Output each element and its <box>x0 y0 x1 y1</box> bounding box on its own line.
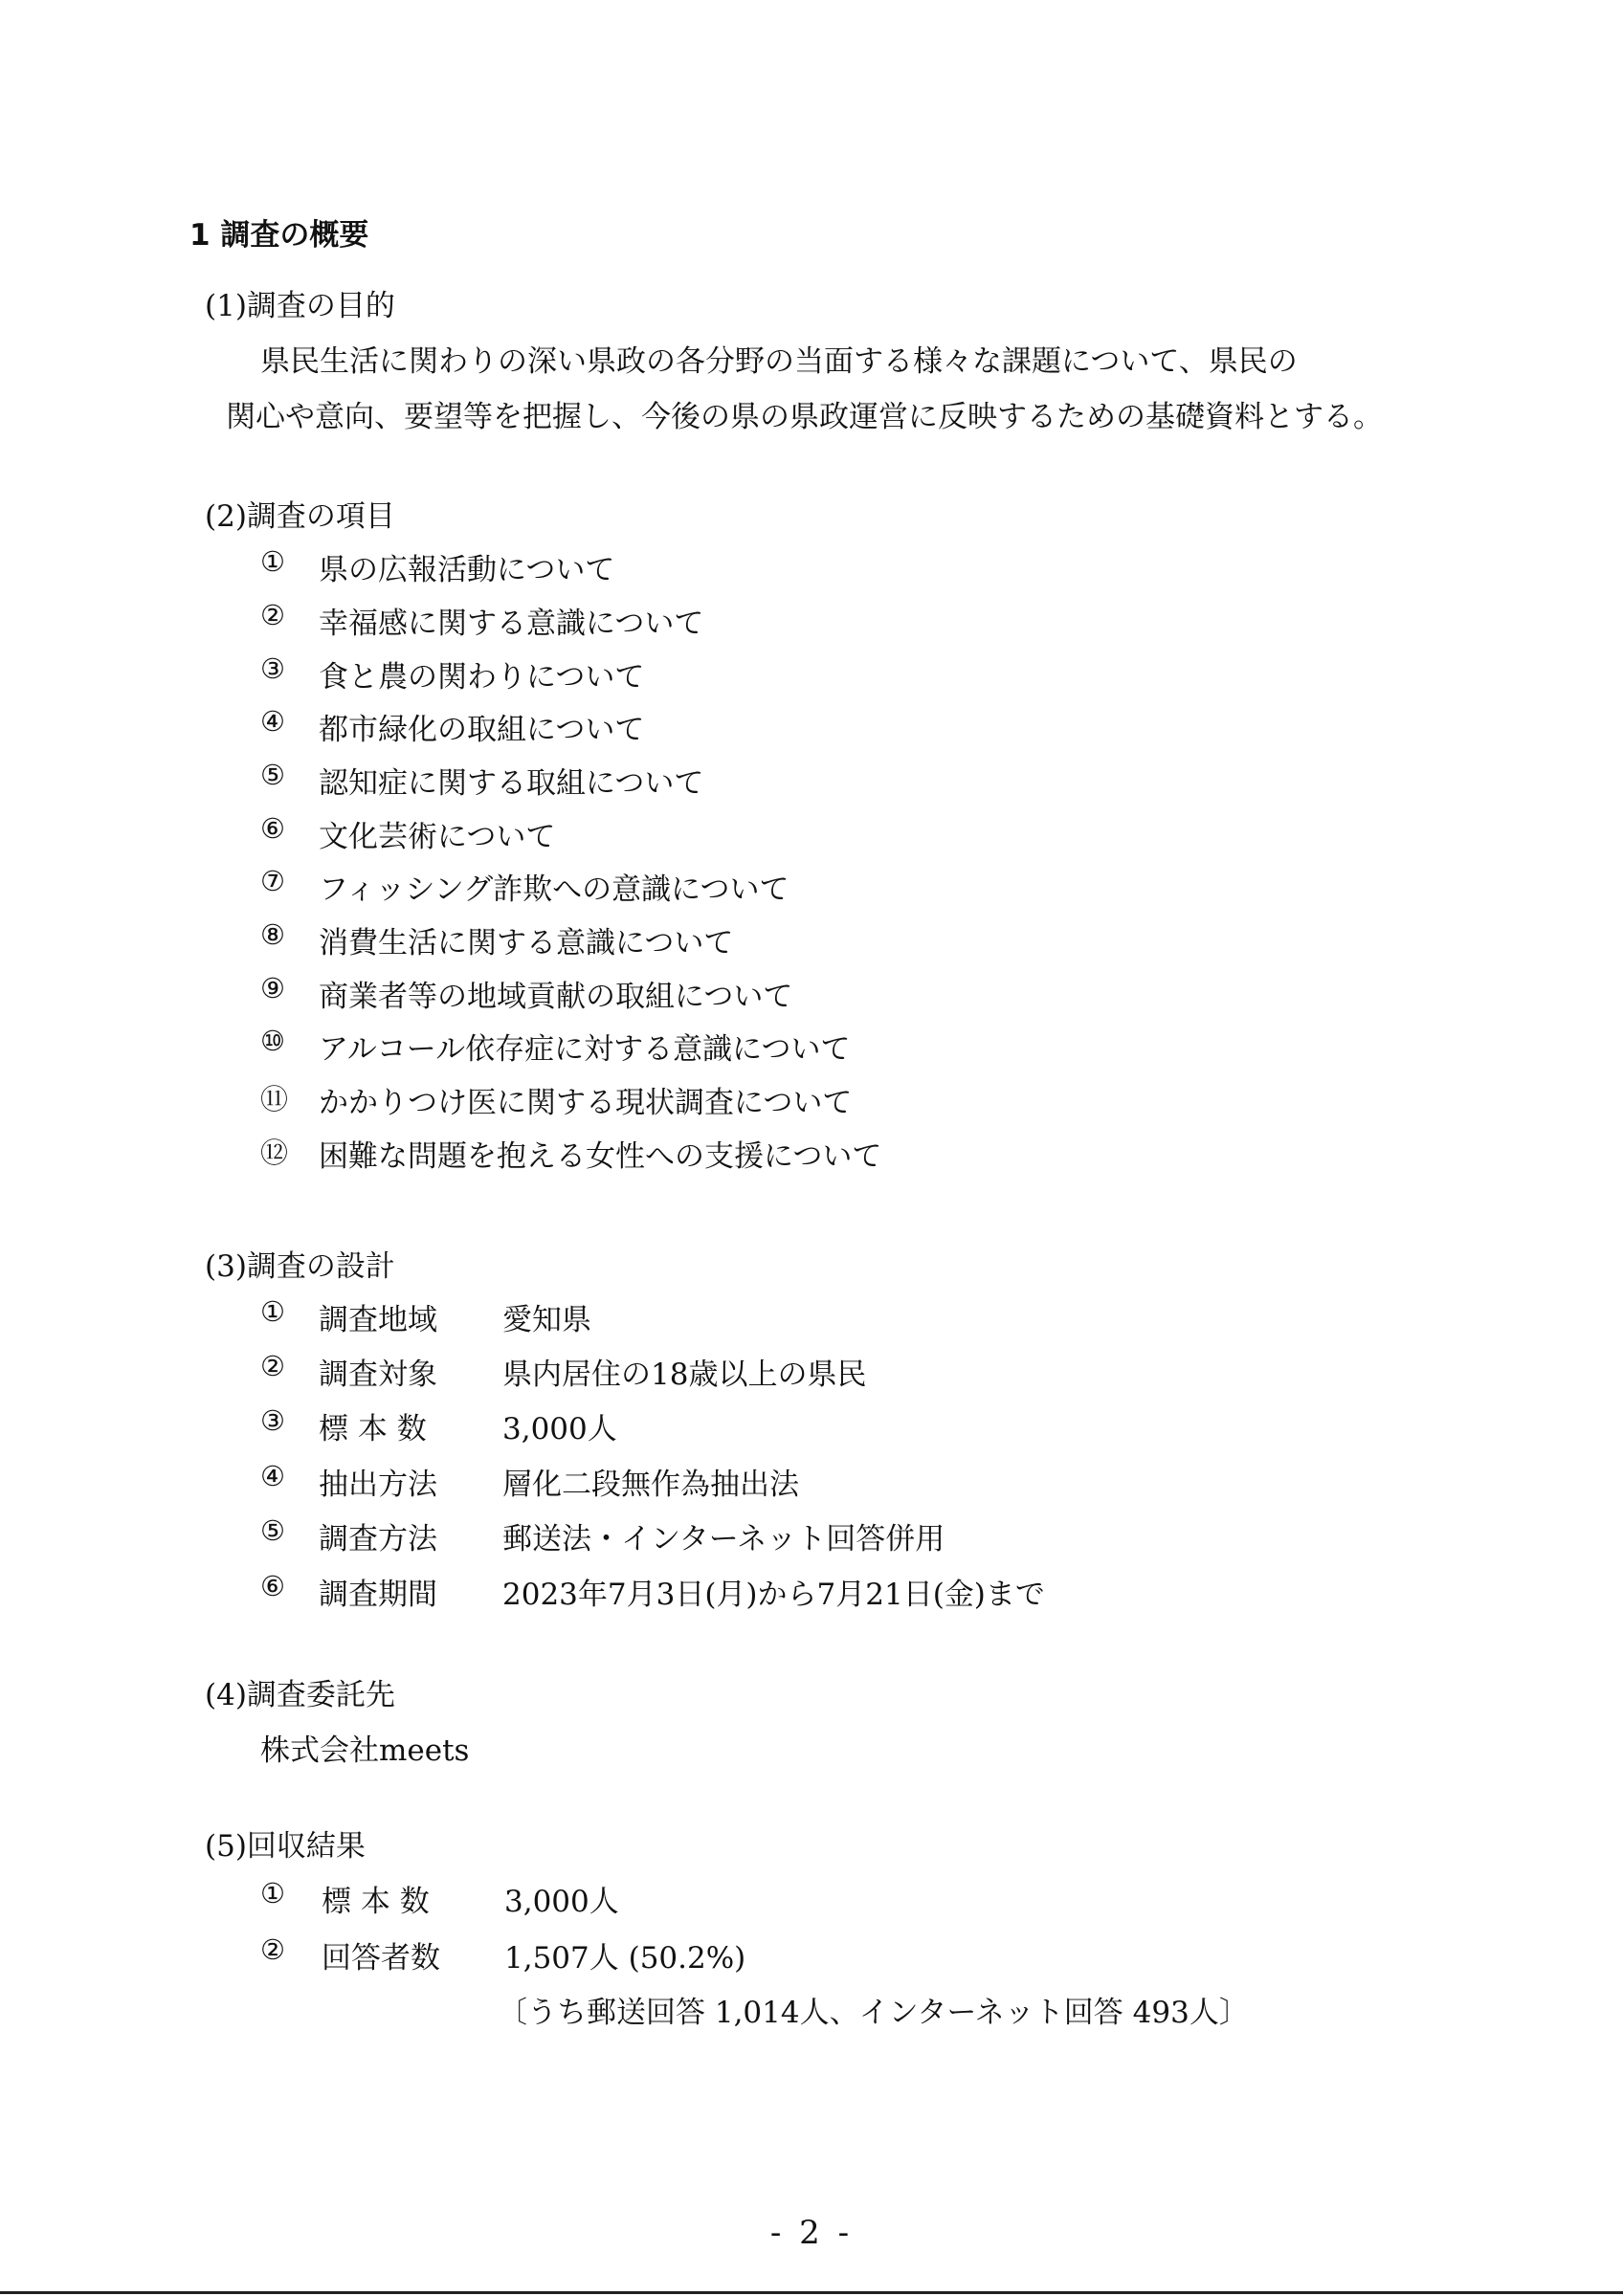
item-text: 都市緑化の取組について <box>319 713 645 747</box>
design-row-value: 2023年7月3日(月)から7月21日(金)まで <box>502 1578 1045 1612</box>
purpose-line-2: 関心や意向、要望等を把握し、今後の県の県政運営に反映するための基礎資料とする。 <box>226 400 1383 434</box>
item-text: 食と農の関わりについて <box>319 660 645 695</box>
design-row-label: 標 本 数 <box>319 1412 427 1446</box>
item-number: ⑫ <box>260 1137 289 1169</box>
design-row-label: 調査方法 <box>319 1522 437 1556</box>
items-title: (2)調査の項目 <box>205 499 395 534</box>
item-text: 文化芸術について <box>319 820 556 854</box>
design-row-number: ② <box>260 1350 285 1382</box>
contractor-value: 株式会社meets <box>260 1733 470 1768</box>
item-text: 認知症に関する取組について <box>319 766 704 801</box>
item-number: ⑧ <box>260 918 285 951</box>
item-text: かかりつけ医に関する現状調査について <box>319 1086 853 1120</box>
design-row-value: 層化二段無作為抽出法 <box>502 1468 799 1502</box>
item-number: ⑥ <box>260 812 285 845</box>
design-row-value: 県内居住の18歳以上の県民 <box>502 1358 867 1392</box>
results-row-value: 1,507人 (50.2%) <box>504 1941 746 1976</box>
design-row-number: ③ <box>260 1404 285 1437</box>
results-note: 〔うち郵送回答 1,014人、インターネット回答 493人〕 <box>498 1996 1249 2030</box>
results-title: (5)回収結果 <box>205 1829 366 1864</box>
design-row-value: 郵送法・インターネット回答併用 <box>502 1522 945 1556</box>
design-row-label: 調査地域 <box>319 1303 437 1337</box>
item-text: 消費生活に関する意識について <box>319 926 734 960</box>
item-number: ③ <box>260 652 285 685</box>
design-row-value: 愛知県 <box>502 1303 591 1337</box>
section-heading: 1 調査の概要 <box>189 218 369 253</box>
item-text: 県の広報活動について <box>319 553 615 587</box>
item-text: 幸福感に関する意識について <box>319 607 704 641</box>
item-text: アルコール依存症に対する意識について <box>319 1032 851 1067</box>
page-number: - 2 - <box>769 2214 854 2252</box>
page-bottom-border <box>0 2291 1623 2294</box>
design-row-label: 調査期間 <box>319 1578 437 1612</box>
design-row-number: ⑥ <box>260 1570 285 1602</box>
item-number: ⑦ <box>260 865 285 897</box>
item-number: ④ <box>260 705 285 738</box>
item-number: ⑪ <box>260 1083 289 1115</box>
design-row-value: 3,000人 <box>502 1412 617 1446</box>
item-text: フィッシング詐欺への意識について <box>319 872 789 907</box>
design-row-label: 調査対象 <box>319 1358 437 1392</box>
item-number: ⑤ <box>260 759 285 791</box>
item-number: ② <box>260 599 285 631</box>
design-title: (3)調査の設計 <box>205 1249 395 1284</box>
contractor-title: (4)調査委託先 <box>205 1678 395 1712</box>
design-row-number: ① <box>260 1295 285 1328</box>
item-number: ⑩ <box>260 1025 285 1057</box>
design-row-number: ⑤ <box>260 1514 285 1547</box>
results-row-label: 標 本 数 <box>322 1885 430 1919</box>
results-row-number: ① <box>260 1877 285 1910</box>
design-row-number: ④ <box>260 1460 285 1492</box>
purpose-title: (1)調査の目的 <box>205 289 395 323</box>
purpose-line-1: 県民生活に関わりの深い県政の各分野の当面する様々な課題について、県民の <box>260 344 1298 379</box>
item-number: ① <box>260 545 285 578</box>
item-number: ⑨ <box>260 972 285 1004</box>
item-text: 困難な問題を抱える女性への支援について <box>319 1139 882 1174</box>
results-row-value: 3,000人 <box>504 1885 619 1919</box>
results-row-number: ② <box>260 1933 285 1966</box>
results-row-label: 回答者数 <box>322 1941 440 1976</box>
item-text: 商業者等の地域貢献の取組について <box>319 980 793 1014</box>
design-row-label: 抽出方法 <box>319 1468 437 1502</box>
